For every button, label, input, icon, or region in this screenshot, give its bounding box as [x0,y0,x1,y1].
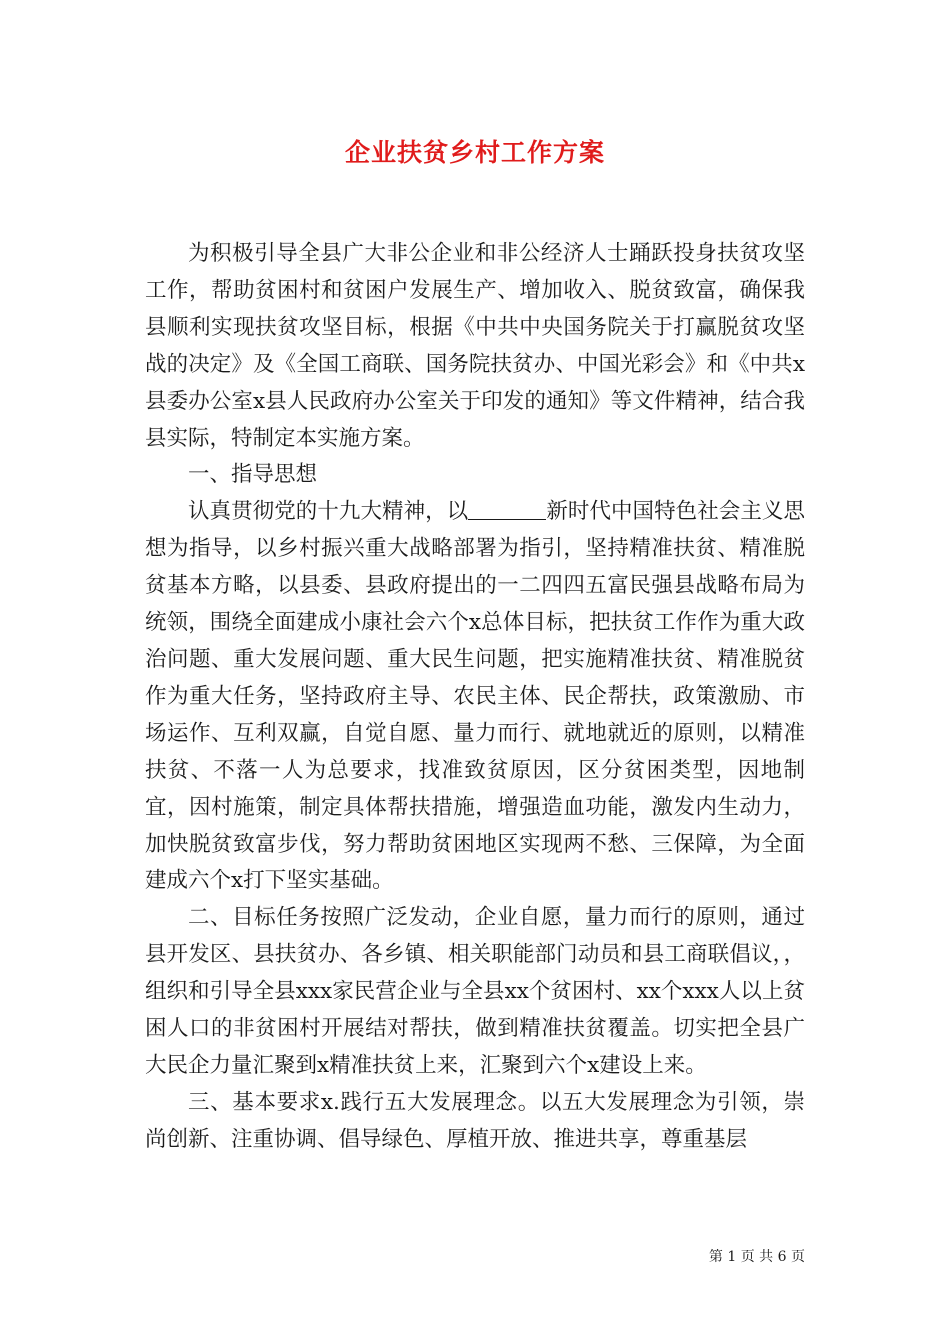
page-number: 第 1 页 共 6 页 [708,1249,805,1265]
basic-requirements-paragraph: 三、基本要求x.践行五大发展理念。以五大发展理念为引领，崇尚创新、注重协调、倡导绿色、厚植开放、推进共享，尊重基层 [145,1089,805,1152]
intro-paragraph: 为积极引导全县广大非公企业和非公经济人士踊跃投身扶贫攻坚工作，帮助贫困村和贫困户发展生产、增加收入、脱贫致富，确保我县顺利实现扶贫攻坚目标，根据《中共中央国务院关于打赢脱贫攻坚战的决定》及《全国工商联、国务院扶贫办、中国光彩会》和《中共x县委办公室x县人民政府办公室关于印发的通知》等文件精神，结合我县实际，特制定本实施方案。 [145,241,805,451]
guiding-thought-text-rest: 新时代中国特色社会主义思想为指导，以乡村振兴重大战略部署为指引，坚持精准扶贫、精准脱贫基本方略，以县委、县政府提出的一二四四五富民强县战略布局为统领，围绕全面建成小康社会六个x总体目标，把扶贫工作作为重大政治问题、重大发展问题、重大民生问题，把实施精准扶贫、精准脱贫作为重大任务，坚持政府主导、农民主体、民企帮扶，政策激励、市场运作、互利双赢，自觉自愿、量力而行、就地就近的原则，以精准扶贫、不落一人为总要求，找准致贫原因，区分贫困类型，因地制宜，因村施策，制定具体帮扶措施，增强造血功能，激发内生动力，加快脱贫致富步伐，努力帮助贫困地区实现两不愁、三保障，为全面建成六个x打下坚实基础。 [145,499,805,894]
document-body [145,236,805,1159]
blank-underline [468,497,546,520]
document-title: 企业扶贫乡村工作方案 [344,138,605,167]
goals-tasks-paragraph: 二、目标任务按照广泛发动，企业自愿，量力而行的原则，通过县开发区、县扶贫办、各乡镇、相关职能部门动员和县工商联倡议，，组织和引导全县xxx家民营企业与全县xx个贫困村、xx个xxx人以上贫困人口的非贫困村开展结对帮扶，做到精准扶贫覆盖。切实把全县广大民企力量汇聚到x精准扶贫上来，汇聚到六个x建设上来。 [145,905,805,1078]
section-heading-guiding-thought: 一、指导思想 [188,462,318,488]
guiding-thought-text-start: 认真贯彻党的十九大精神，以 [188,499,469,525]
guiding-thought-paragraph [145,494,805,900]
